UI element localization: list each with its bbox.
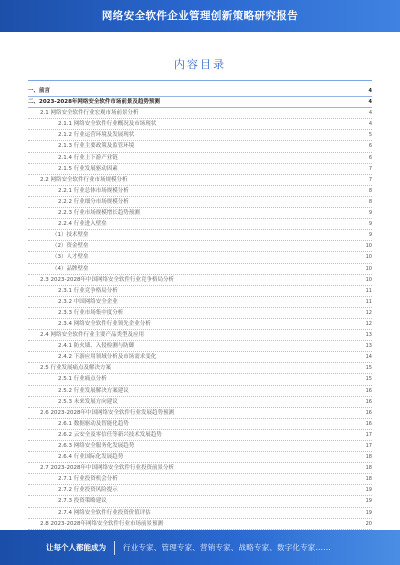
toc-entry-text: 2.5 行业发展痛点及解决方案 xyxy=(40,365,111,372)
toc-entry-page: 16 xyxy=(365,420,372,427)
footer-roles: 行业专家、管理专家、营销专家、战略专家、数字化专家…… xyxy=(123,543,331,552)
toc-entry[interactable] xyxy=(28,97,372,108)
toc-entry-page: 16 xyxy=(365,387,372,394)
toc-entry[interactable] xyxy=(28,141,372,152)
toc-entry-text: 2.6.3 网络安全服务化发展趋势 xyxy=(58,443,135,449)
toc-entry[interactable] xyxy=(28,408,372,419)
toc-entry[interactable] xyxy=(28,175,372,186)
report-title: 网络安全软件企业管理创新策略研究报告 xyxy=(101,10,299,22)
toc-entry-text: 2.5.3 未来发展方向建议 xyxy=(58,398,118,405)
toc-entry[interactable] xyxy=(28,508,372,519)
report-header xyxy=(0,0,400,32)
toc-entry[interactable] xyxy=(28,286,372,297)
toc-entry-page: 20 xyxy=(365,520,372,527)
toc-entry-text: 2.7 2023-2028年中国网络安全软件行业投资前景分析 xyxy=(40,465,174,472)
toc-entry-page: 6 xyxy=(368,143,372,150)
toc-entry[interactable] xyxy=(28,308,372,319)
toc-entry-page: 5 xyxy=(368,132,372,139)
toc-entry-page: 16 xyxy=(365,409,372,416)
toc-entry-page: 12 xyxy=(365,320,372,327)
toc-title-rule xyxy=(28,80,372,81)
toc-entry-page: 18 xyxy=(365,454,372,461)
footer-divider xyxy=(114,541,115,555)
toc-entry[interactable] xyxy=(28,463,372,474)
toc-entry-text: 2.1.1 网络安全软件行业概况及市场现状 xyxy=(58,121,157,128)
toc-entry-text: 2.6.1 数据驱动及智能化趋势 xyxy=(58,420,129,427)
toc-entry-page: 4 xyxy=(368,121,372,128)
toc-entry-page: 19 xyxy=(365,509,372,516)
toc-entry-page: 10 xyxy=(365,254,372,261)
toc-entry-text: 2.1 网络安全软件行业宏观市场前景分析 xyxy=(40,110,139,117)
toc-title: 内容目录 xyxy=(174,58,226,71)
toc-entry-text: 2.3.1 行业竞争格局分析 xyxy=(58,287,118,294)
toc-entry[interactable] xyxy=(28,241,372,252)
toc-entry[interactable] xyxy=(28,208,372,219)
toc-entry[interactable] xyxy=(28,219,372,230)
toc-entry[interactable] xyxy=(28,164,372,175)
toc-entry[interactable] xyxy=(28,386,372,397)
toc-entry-text: （2）资金壁垒 xyxy=(52,243,89,250)
toc-entry-text: 2.7.1 行业投资机会分析 xyxy=(58,476,118,483)
toc-entry[interactable] xyxy=(28,352,372,363)
toc-entry-page: 14 xyxy=(365,354,372,361)
toc-entry[interactable] xyxy=(28,341,372,352)
toc-entry-page: 15 xyxy=(365,365,372,372)
toc-entry[interactable] xyxy=(28,130,372,141)
toc-entry-page: 4 xyxy=(368,99,372,106)
toc-entry[interactable] xyxy=(28,275,372,286)
toc-entry-page: 13 xyxy=(365,343,372,350)
toc-entry[interactable] xyxy=(28,197,372,208)
toc-entry-text: 2.1.2 行业运营环境及发展现状 xyxy=(58,132,135,139)
toc-entry-text: 2.3.4 网络安全软件行业领先企业分析 xyxy=(58,320,151,327)
toc-entry-text: 2.6 2023-2028年中国网络安全软件行业发展趋势预测 xyxy=(40,409,174,416)
toc-entry-page: 17 xyxy=(365,431,372,438)
toc-entry-text: （3）人才壁垒 xyxy=(52,254,89,261)
toc-entry-page: 7 xyxy=(368,165,372,172)
toc-entry[interactable] xyxy=(28,264,372,275)
toc-entry-text: 2.6.4 行业国际化发展趋势 xyxy=(58,454,124,461)
toc-entry-page: 15 xyxy=(365,376,372,383)
toc-entry-text: 2.7.4 网络安全软件行业投资价值评估 xyxy=(58,509,151,516)
table-of-contents xyxy=(28,86,372,541)
toc-entry[interactable] xyxy=(28,374,372,385)
toc-entry-page: 9 xyxy=(368,232,372,239)
toc-entry-page: 16 xyxy=(365,398,372,405)
toc-entry-text: 2.2.4 行业进入壁垒 xyxy=(58,221,107,228)
toc-entry-text: 2.8 2023-2028年网络安全软件行业市场前景预测 xyxy=(40,520,163,527)
toc-entry[interactable] xyxy=(28,230,372,241)
toc-entry-text: 2.7.2 行业投资风险提示 xyxy=(58,487,118,494)
toc-entry-page: 4 xyxy=(368,88,372,94)
toc-entry-page: 9 xyxy=(368,210,372,217)
toc-entry-text: 2.5.2 行业发展解决方案建议 xyxy=(58,387,129,394)
toc-entry-text: 一、前言 xyxy=(28,88,51,94)
toc-entry[interactable] xyxy=(28,474,372,485)
toc-entry-text: （1）技术壁垒 xyxy=(52,232,89,239)
toc-entry-page: 10 xyxy=(365,265,372,272)
toc-entry-page: 8 xyxy=(368,198,372,205)
toc-entry-page: 13 xyxy=(365,332,372,339)
toc-entry-text: 2.2.2 行业细分市场规模分析 xyxy=(58,198,129,205)
toc-entry-text: 2.1.3 行业主要政策及监管环境 xyxy=(58,143,135,150)
toc-entry[interactable] xyxy=(28,485,372,496)
toc-entry[interactable] xyxy=(28,452,372,463)
toc-entry[interactable] xyxy=(28,86,372,97)
toc-entry-page: 8 xyxy=(368,187,372,194)
toc-entry-text: 二、2023-2028年网络安全软件市场前景及趋势预测 xyxy=(28,99,160,106)
toc-entry-text: 2.1.5 行业发展驱动因素 xyxy=(58,165,118,172)
toc-entry[interactable] xyxy=(28,496,372,507)
toc-entry-page: 10 xyxy=(365,243,372,250)
toc-entry-page: 18 xyxy=(365,476,372,483)
toc-entry-page: 9 xyxy=(368,221,372,228)
toc-entry-page: 4 xyxy=(368,110,372,117)
toc-entry-text: 2.4.1 防火墙、入侵检测与防御 xyxy=(58,343,135,350)
toc-entry-page: 6 xyxy=(368,154,372,161)
toc-entry[interactable] xyxy=(28,153,372,164)
toc-entry-text: 2.6.2 云安全及零信任等新兴技术发展趋势 xyxy=(58,431,162,438)
toc-entry-page: 19 xyxy=(365,498,372,505)
toc-entry-text: 2.7.3 投资策略建议 xyxy=(58,498,107,505)
toc-entry-page: 7 xyxy=(368,176,372,183)
toc-entry[interactable] xyxy=(28,252,372,263)
page-footer xyxy=(0,530,400,565)
toc-entry[interactable] xyxy=(28,108,372,119)
toc-entry-page: 18 xyxy=(365,465,372,472)
footer-slogan: 让每个人都能成为 xyxy=(46,543,106,552)
toc-entry-page: 19 xyxy=(365,487,372,494)
toc-entry-page: 11 xyxy=(365,287,372,294)
toc-entry[interactable] xyxy=(28,319,372,330)
toc-entry-text: 2.2 网络安全软件行业市场规模分析 xyxy=(40,176,128,183)
toc-entry[interactable] xyxy=(28,119,372,130)
toc-entry[interactable] xyxy=(28,330,372,341)
toc-entry-text: 2.1.4 行业上下游产业链 xyxy=(58,154,118,161)
toc-entry-page: 11 xyxy=(365,298,372,305)
toc-entry-page: 10 xyxy=(365,276,372,283)
toc-entry-text: 2.3.3 行业市场集中度分析 xyxy=(58,309,124,316)
toc-entry-page: 12 xyxy=(365,309,372,316)
toc-entry[interactable] xyxy=(28,519,372,530)
toc-entry-text: 2.2.1 行业总体市场规模分析 xyxy=(58,187,129,194)
toc-entry[interactable] xyxy=(28,430,372,441)
toc-entry[interactable] xyxy=(28,419,372,430)
toc-entry-text: 2.5.1 行业痛点分析 xyxy=(58,376,107,383)
toc-entry[interactable] xyxy=(28,363,372,374)
toc-entry-text: 2.3 2023-2028年中国网络安全软件行业竞争格局分析 xyxy=(40,276,174,283)
toc-entry[interactable] xyxy=(28,397,372,408)
toc-entry-text: 2.4 网络安全软件行业主要产品类型及应用 xyxy=(40,332,144,339)
toc-entry[interactable] xyxy=(28,186,372,197)
toc-entry[interactable] xyxy=(28,441,372,452)
toc-entry[interactable] xyxy=(28,297,372,308)
toc-entry-text: 2.3.2 中国网络安全企业 xyxy=(58,298,118,305)
toc-entry-page: 17 xyxy=(365,443,372,449)
toc-entry-text: 2.2.3 行业市场规模增长趋势预测 xyxy=(58,210,140,217)
toc-entry-text: 2.4.2 下游应用领域分析及市场需求变化 xyxy=(58,354,157,361)
toc-entry-text: （4）品牌壁垒 xyxy=(52,265,89,272)
